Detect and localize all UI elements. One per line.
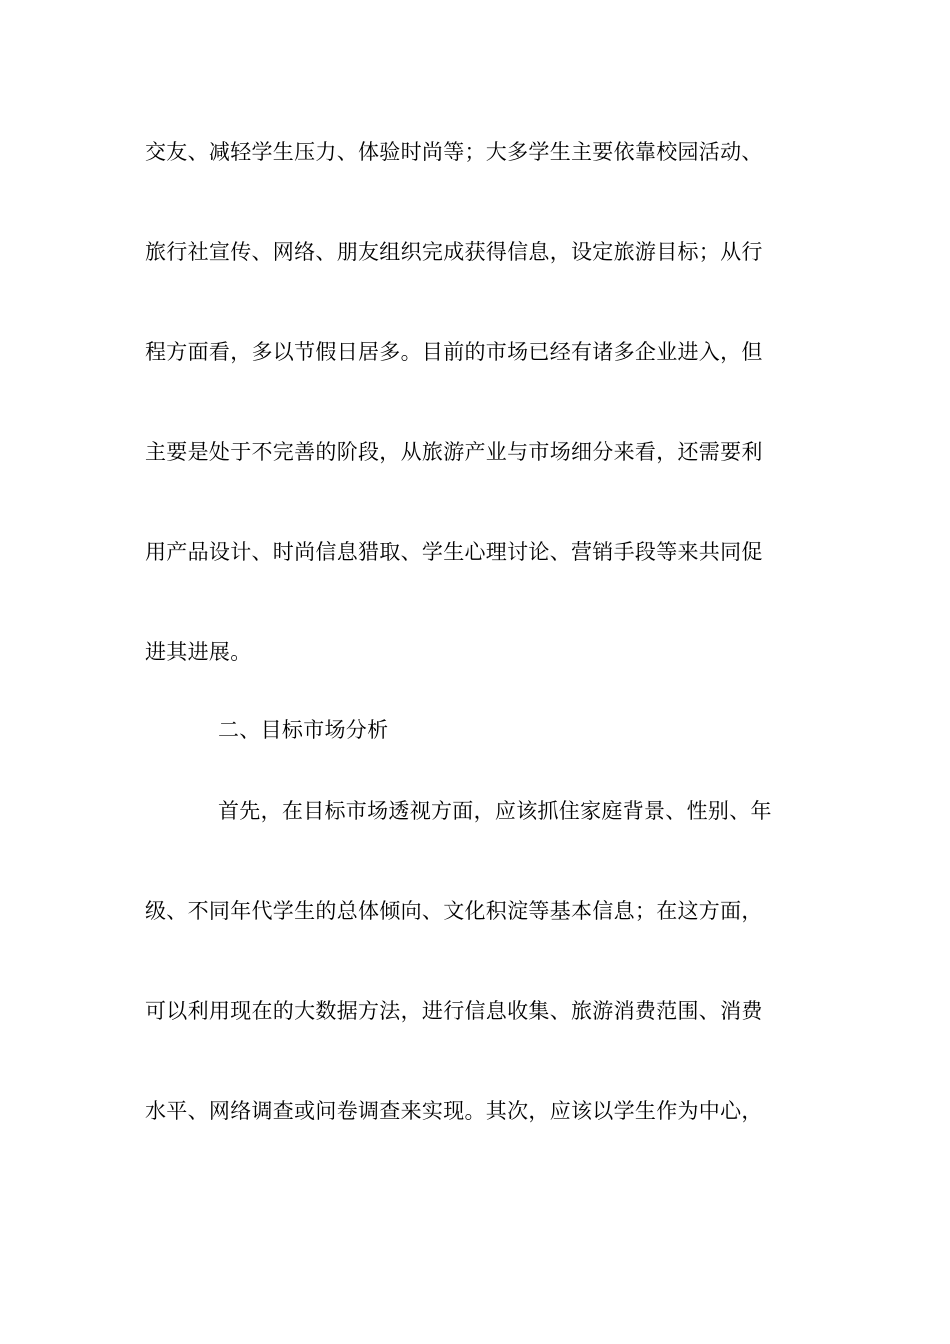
paragraph-line: 程方面看，多以节假日居多。目前的市场已经有诸多企业进入，但: [145, 340, 763, 364]
paragraph-line: 主要是处于不完善的阶段，从旅游产业与市场细分来看，还需要利: [145, 440, 763, 464]
paragraph-line: 进其进展。: [145, 640, 252, 664]
paragraph-line: 首先，在目标市场透视方面，应该抓住家庭背景、性别、年: [218, 799, 772, 823]
section-heading: 二、目标市场分析: [218, 718, 389, 742]
paragraph-line: 可以利用现在的大数据方法，进行信息收集、旅游消费范围、消费: [145, 999, 763, 1023]
paragraph-line: 用产品设计、时尚信息猎取、学生心理讨论、营销手段等来共同促: [145, 540, 763, 564]
paragraph-line: 交友、减轻学生压力、体验时尚等；大多学生主要依靠校园活动、: [145, 140, 763, 164]
paragraph-line: 旅行社宣传、网络、朋友组织完成获得信息，设定旅游目标；从行: [145, 240, 763, 264]
paragraph-line: 水平、网络调查或问卷调查来实现。其次，应该以学生作为中心，: [145, 1099, 763, 1123]
paragraph-line: 级、不同年代学生的总体倾向、文化积淀等基本信息；在这方面，: [145, 899, 763, 923]
